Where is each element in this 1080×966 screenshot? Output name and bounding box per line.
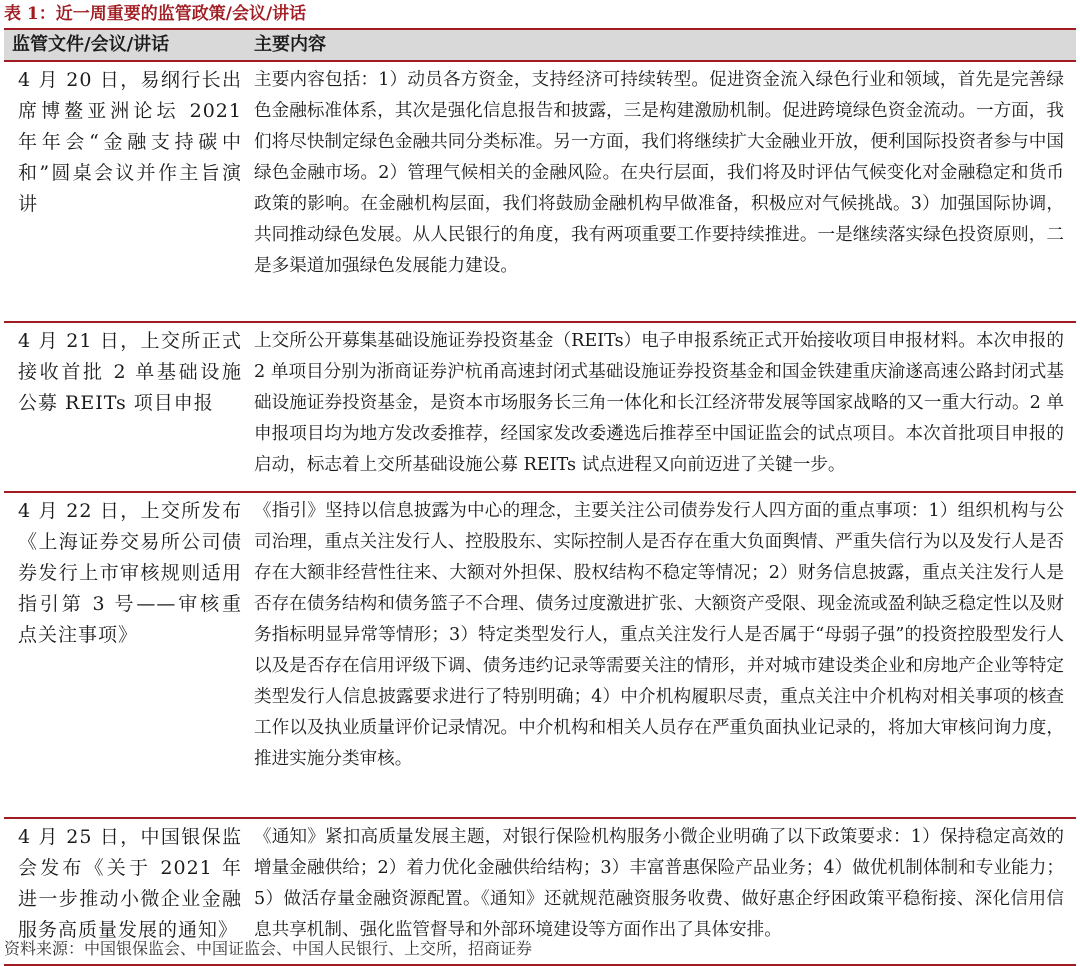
row-event: 4 月 20 日，易纲行长出席博鳌亚洲论坛 2021 年年会“金融支持碳中和”圆桌会议并作主旨演讲 xyxy=(18,69,242,215)
policy-table xyxy=(4,28,1076,966)
row-event: 4 月 22 日，上交所发布《上海证券交易所公司债券发行上市审核规则适用指引第 3 号——审核重点关注事项》 xyxy=(18,500,242,646)
header-content: 主要内容 xyxy=(254,34,326,55)
table-row xyxy=(4,323,1076,493)
row-event: 4 月 25 日，中国银保监会发布《关于 2021 年进一步推动小微企业金融服务高质量发展的通知》 xyxy=(18,826,242,941)
row-content: 主要内容包括：1）动员各方资金，支持经济可持续转型。促进资金流入绿色行业和领域，首先是完善绿色金融标准体系，其次是强化信息报告和披露，三是构建激励机制。促进跨境绿色资金流动。一方面，我们将尽快制定绿色金融共同分类标准。另一方面，我们将继续扩大金融业开放，便利国际投资者参与中国绿色金融市场。2）管理气候相关的金融风险。在央行层面，我们将及时评估气候变化对金融稳定和货币政策的影响。在金融机构层面，我们将鼓励金融机构早做准备，积极应对气候挑战。3）加强国际协调，共同推动绿色发展。从人民银行的角度，我有两项重要工作要持续推进。一是继续落实绿色投资原则，二是多渠道加强绿色发展能力建设。 xyxy=(254,70,1064,276)
row-content: 上交所公开募集基础设施证券投资基金（REITs）电子申报系统正式开始接收项目申报材料。本次申报的 2 单项目分别为浙商证券沪杭甬高速封闭式基础设施证券投资基金和国金铁建重庆渝遂高速公路封闭式基础设施证券投资基金，是资本市场服务长三角一体化和长江经济带发展等国家战略的又一重大行动。2 单申报项目均为地方发改委推荐，经国家发改委遴选后推荐至中国证监会的试点项目。本次首批项目申报的启动，标志着上交所基础设施公募 REITs 试点进程又向前迈进了关键一步。 xyxy=(254,331,1064,475)
table-row xyxy=(4,62,1076,323)
row-event: 4 月 21 日，上交所正式接收首批 2 单基础设施公募 REITs 项目申报 xyxy=(18,330,242,414)
table-header-row xyxy=(4,30,1076,62)
row-content: 《指引》坚持以信息披露为中心的理念，主要关注公司债券发行人四方面的重点事项：1）组织机构与公司治理，重点关注发行人、控股股东、实际控制人是否存在重大负面舆情、严重失信行为以及发行人是否存在大额非经营性往来、大额对外担保、股权结构不稳定等情况；2）财务信息披露，重点关注发行人是否存在债务结构和债务篮子不合理、债务过度激进扩张、大额资产受限、现金流或盈利缺乏稳定性以及财务指标明显异常等情形；3）特定类型发行人，重点关注发行人是否属于“母弱子强”的投资控股型发行人以及是否存在信用评级下调、债务违约记录等需要关注的情形，并对城市建设类企业和房地产企业等特定类型发行人信息披露要求进行了特别明确；4）中介机构履职尽责，重点关注中介机构对相关事项的核查工作以及执业质量评价记录情况。中介机构和相关人员存在严重负面执业记录的，将加大审核问询力度，推进实施分类审核。 xyxy=(254,501,1064,769)
row-content: 《通知》紧扣高质量发展主题，对银行保险机构服务小微企业明确了以下政策要求：1）保持稳定高效的增量金融供给；2）着力优化金融供给结构；3）丰富普惠保险产品业务；4）做优机制体制和专业能力；5）做活存量金融资源配置。《通知》还就规范融资服务收费、做好惠企纾困政策平稳衔接、深化信用信息共享机制、强化监管督导和外部环境建设等方面作出了具体安排。 xyxy=(254,827,1064,940)
table-row xyxy=(4,493,1076,819)
header-event: 监管文件/会议/讲话 xyxy=(12,34,170,55)
source-note: 资料来源：中国银保监会、中国证监会、中国人民银行、上交所，招商证券 xyxy=(4,939,533,958)
table-title: 表 1：近一周重要的监管政策/会议/讲话 xyxy=(4,4,307,24)
